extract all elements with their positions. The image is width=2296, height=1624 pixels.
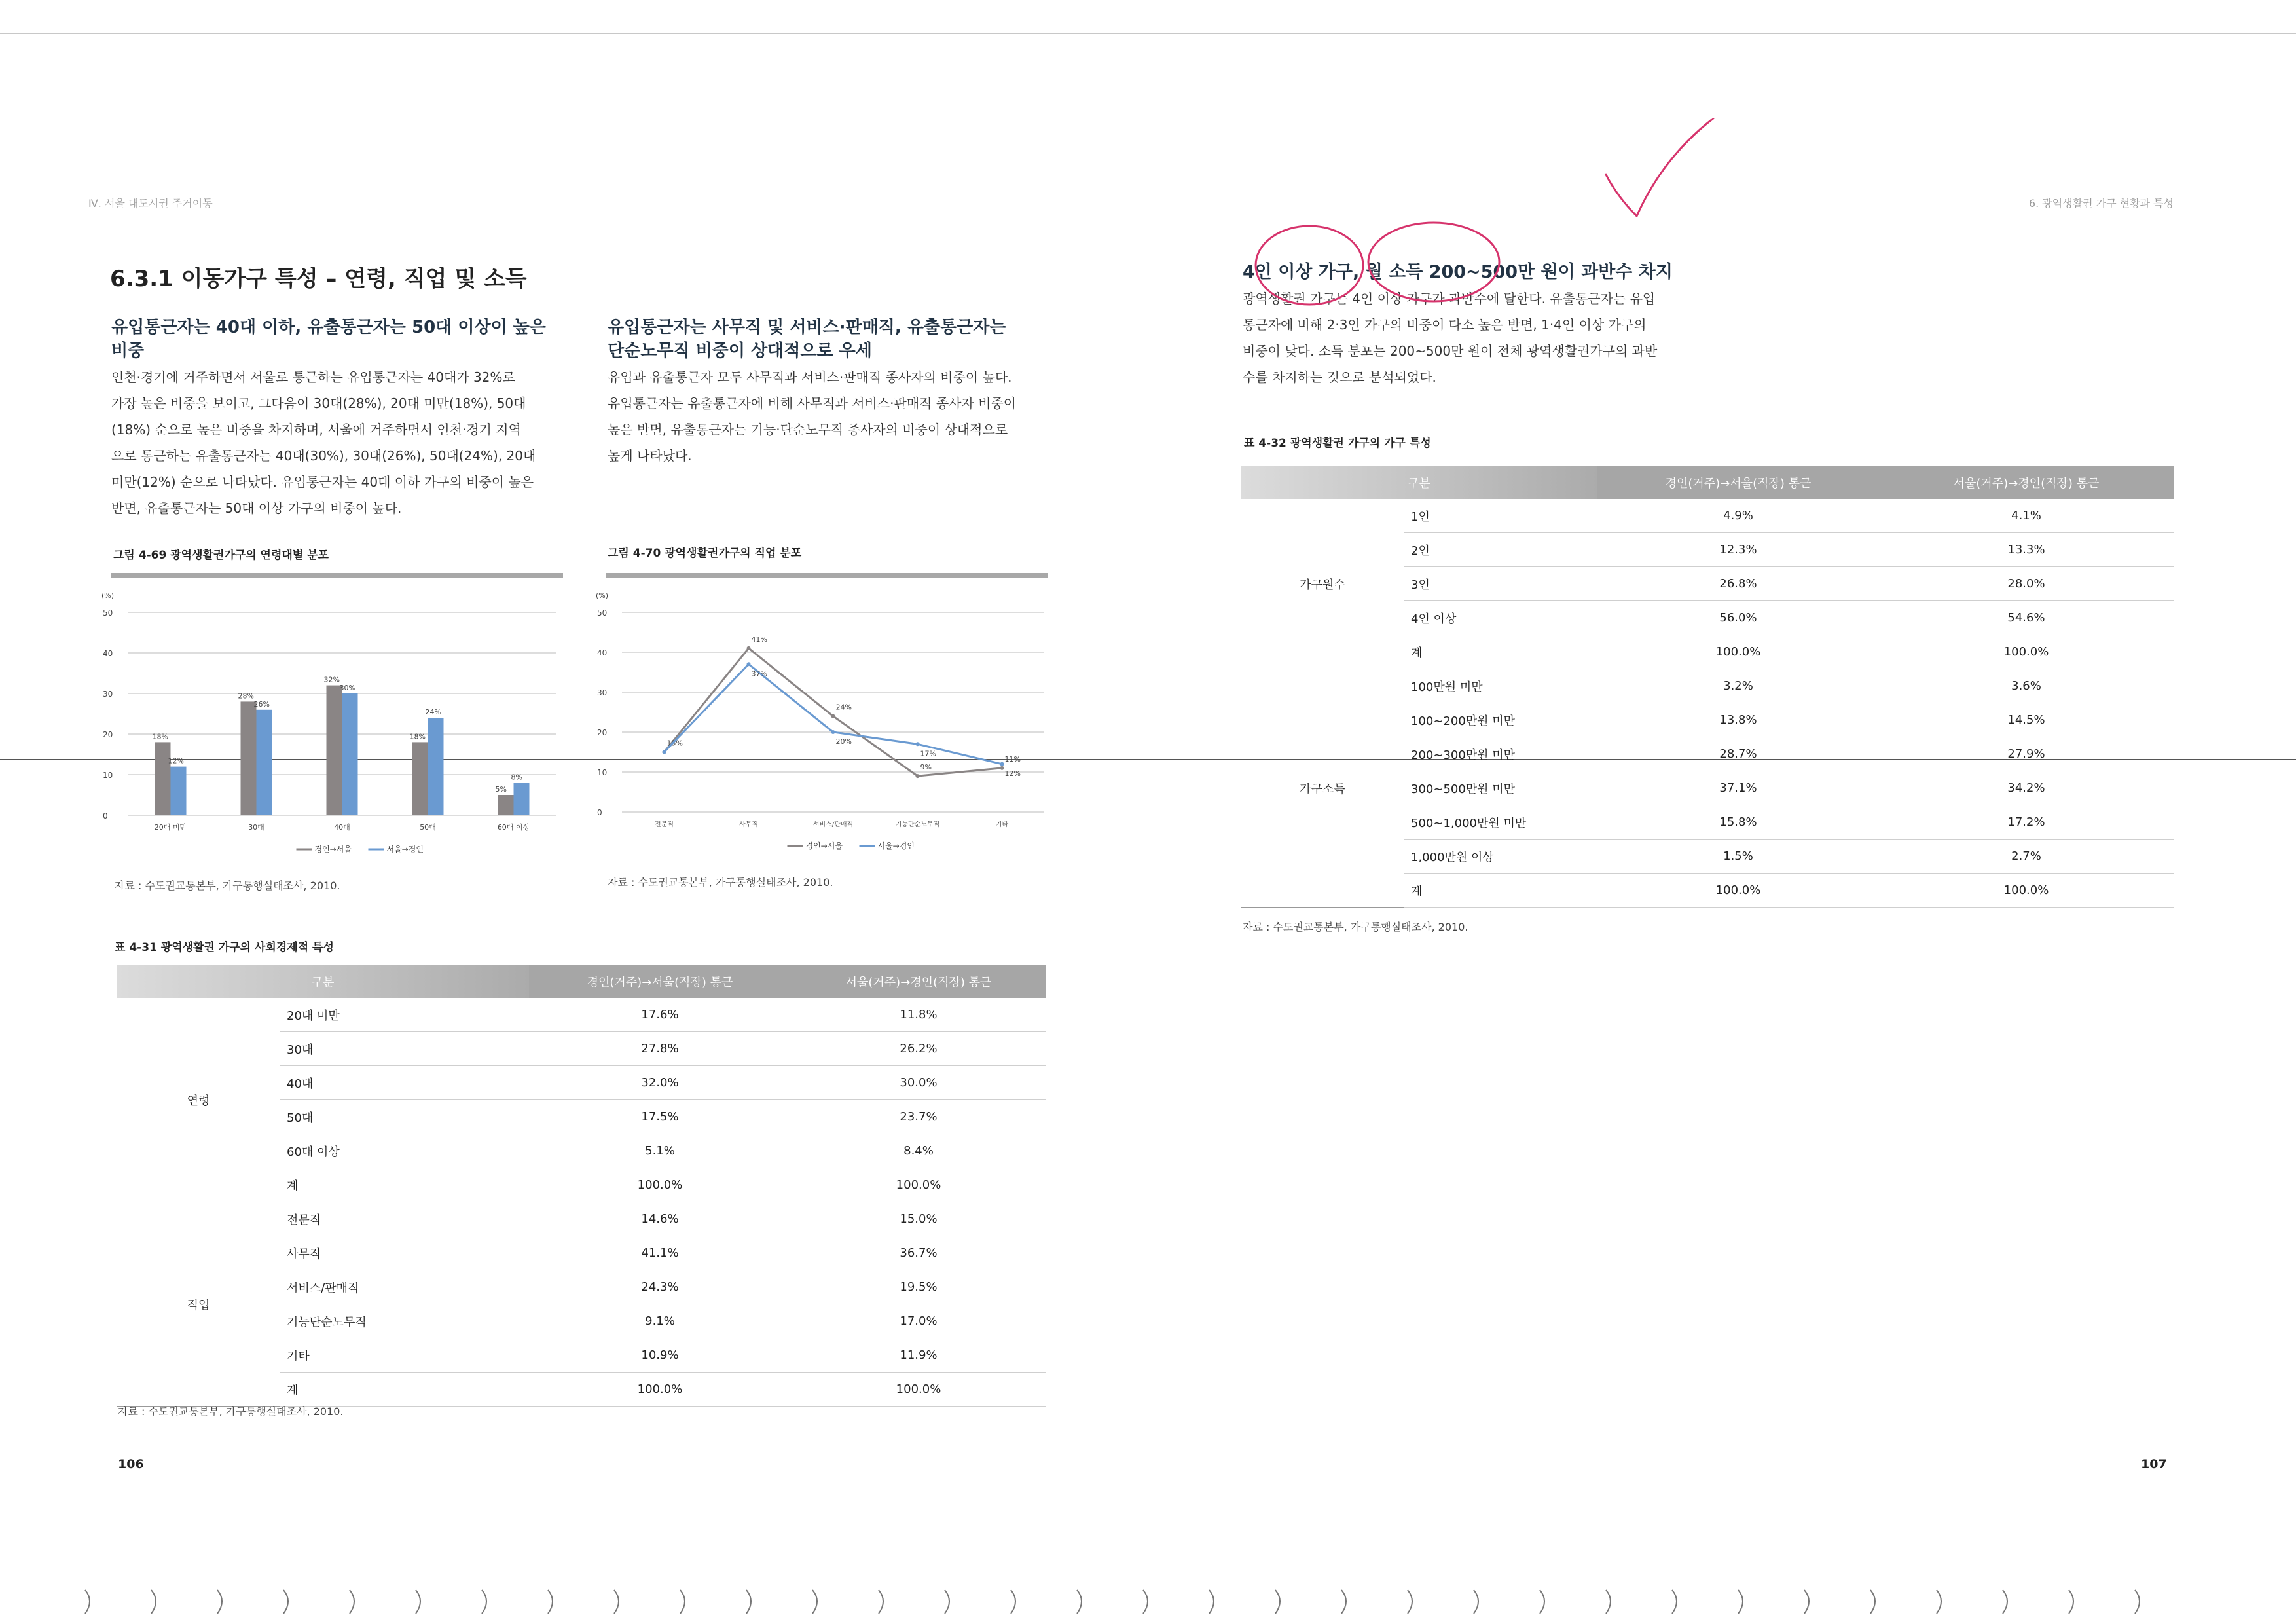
data-label: 8% (511, 773, 522, 782)
table-31 (117, 965, 1046, 1407)
bar-out (171, 767, 187, 815)
row-label: 40대 (280, 1066, 529, 1100)
binding-ring (217, 1590, 222, 1614)
figure-70-caption: 그림 4-70 광역생활권가구의 직업 분포 (608, 547, 802, 560)
y-tick-label: 40 (597, 648, 608, 657)
text-line: 반면, 유출통근자는 50대 이상 가구의 비중이 높다. (111, 500, 402, 516)
text-line: 높게 나타났다. (608, 448, 692, 464)
value-cell: 13.3% (1879, 533, 2174, 567)
row-label: 100만원 미만 (1404, 669, 1597, 703)
data-point (831, 714, 835, 718)
bar-in (155, 742, 171, 815)
value-cell: 56.0% (1597, 601, 1879, 635)
value-cell: 32.0% (529, 1066, 791, 1100)
header-cell: 구분 (1241, 466, 1597, 499)
value-cell: 17.0% (791, 1304, 1046, 1338)
binding-ring (1738, 1590, 1743, 1614)
binding-ring (350, 1590, 354, 1614)
value-cell: 14.5% (1879, 703, 2174, 737)
occupation-line-chart (592, 586, 1057, 861)
row-label: 1,000만원 이상 (1404, 840, 1597, 874)
row-label: 계 (280, 1373, 529, 1407)
data-label: 12% (168, 756, 184, 766)
binding-ring (945, 1590, 949, 1614)
bar-in (327, 686, 342, 815)
value-cell: 9.1% (529, 1304, 791, 1338)
value-cell: 28.7% (1597, 737, 1879, 771)
x-tick-label: 기능단순노무직 (895, 821, 940, 828)
left-page-header: Ⅳ. 서울 대도시권 주거이동 (88, 197, 213, 210)
binding-ring (1672, 1590, 1677, 1614)
table-row (117, 1202, 1046, 1236)
data-label: 9% (920, 763, 932, 772)
value-cell: 11.9% (791, 1338, 1046, 1373)
value-cell: 12.3% (1597, 533, 1879, 567)
binding-ring (1937, 1590, 1941, 1614)
data-point (1000, 762, 1004, 766)
text-line: 으로 통근하는 유출통근자는 40대(30%), 30대(26%), 50대(24%), 20대 (111, 448, 536, 464)
table-row (1241, 669, 2174, 703)
text-line: 인천·경기에 거주하면서 서울로 통근하는 유입통근자는 40대가 32%로 (111, 369, 515, 385)
figure-70-source: 자료 : 수도권교통본부, 가구통행실태조사, 2010. (608, 876, 833, 889)
series-line-in (665, 648, 1002, 776)
check-mark-icon (1605, 118, 1714, 216)
data-label: 26% (253, 699, 270, 709)
bar-in (412, 742, 428, 815)
row-label: 30대 (280, 1032, 529, 1066)
binding-ring (812, 1590, 817, 1614)
legend-label: 경인→서울 (314, 845, 352, 854)
binding-ring (1540, 1590, 1544, 1614)
y-axis-unit: (%) (596, 591, 609, 600)
row-label: 300~500만원 미만 (1404, 771, 1597, 805)
binding-ring (416, 1590, 420, 1614)
row-label: 계 (1404, 635, 1597, 669)
value-cell: 100.0% (1597, 635, 1879, 669)
right-heading: 4인 이상 가구, 월 소득 200~500만 원이 과반수 차지 (1243, 262, 1673, 282)
annotation-circle (1256, 226, 1363, 304)
x-tick-label: 60대 이상 (497, 823, 530, 832)
binding-ring (2069, 1590, 2073, 1614)
value-cell: 100.0% (1879, 874, 2174, 908)
row-group-label: 연령 (117, 998, 280, 1202)
data-label: 24% (835, 703, 852, 712)
figure-70-rule (606, 573, 1048, 578)
bar-out (428, 718, 444, 815)
table-32-source: 자료 : 수도권교통본부, 가구통행실태조사, 2010. (1243, 921, 1468, 933)
value-cell: 30.0% (791, 1066, 1046, 1100)
binding-ring (1804, 1590, 1809, 1614)
text-line: 미만(12%) 순으로 나타났다. 유입통근자는 40대 이하 가구의 비중이 높은 (111, 474, 534, 490)
value-cell: 4.9% (1597, 499, 1879, 533)
data-label: 5% (495, 785, 507, 794)
value-cell: 4.1% (1879, 499, 2174, 533)
bar-out (342, 693, 358, 815)
x-tick-label: 30대 (248, 823, 264, 832)
data-point (831, 730, 835, 734)
binding-ring (1474, 1590, 1478, 1614)
row-group-label: 가구원수 (1241, 499, 1404, 669)
pen-annotation (1205, 118, 1728, 314)
x-tick-label: 사무직 (739, 821, 758, 828)
value-cell: 24.3% (529, 1270, 791, 1304)
value-cell: 37.1% (1597, 771, 1879, 805)
annotation-circle (1368, 223, 1499, 301)
row-label: 20대 미만 (280, 998, 529, 1032)
y-axis-unit: (%) (101, 591, 115, 600)
binding-ring (1275, 1590, 1280, 1614)
value-cell: 17.2% (1879, 805, 2174, 840)
row-label: 1인 (1404, 499, 1597, 533)
column-1-body (111, 364, 563, 521)
binding-ring (482, 1590, 486, 1614)
figure-69-rule (111, 573, 563, 578)
y-tick-label: 0 (597, 808, 602, 817)
table-31-source: 자료 : 수도권교통본부, 가구통행실태조사, 2010. (118, 1405, 344, 1418)
y-tick-label: 30 (597, 688, 608, 697)
value-cell: 28.0% (1879, 567, 2174, 601)
header-cell: 서울(거주)→경인(직장) 통근 (1879, 466, 2174, 499)
value-cell: 3.2% (1597, 669, 1879, 703)
bar-in (241, 701, 257, 815)
row-label: 기타 (280, 1338, 529, 1373)
table-32-grid (1241, 466, 2174, 908)
value-cell: 5.1% (529, 1134, 791, 1168)
figure-69-source: 자료 : 수도권교통본부, 가구통행실태조사, 2010. (115, 879, 340, 892)
data-point (747, 646, 751, 650)
data-label: 41% (751, 635, 767, 644)
y-tick-label: 50 (597, 608, 608, 618)
column-2-heading-line: 단순노무직 비중이 상대적으로 우세 (608, 341, 872, 361)
x-tick-label: 20대 미만 (154, 823, 187, 832)
column-2-body (608, 364, 1053, 469)
header-cell: 경인(거주)→서울(직장) 통근 (1597, 466, 1879, 499)
value-cell: 54.6% (1879, 601, 2174, 635)
table-31-grid (117, 965, 1046, 1407)
value-cell: 14.6% (529, 1202, 791, 1236)
value-cell: 100.0% (791, 1373, 1046, 1407)
figure-69-caption: 그림 4-69 광역생활권가구의 연령대별 분포 (113, 549, 329, 562)
binding-ring (1408, 1590, 1412, 1614)
table-32-caption: 표 4-32 광역생활권 가구의 가구 특성 (1244, 437, 1431, 450)
binding-ring (1143, 1590, 1148, 1614)
value-cell: 3.6% (1879, 669, 2174, 703)
value-cell: 27.8% (529, 1032, 791, 1066)
data-point (663, 750, 666, 754)
value-cell: 100.0% (529, 1168, 791, 1202)
value-cell: 23.7% (791, 1100, 1046, 1134)
spiral-binding (0, 1585, 2296, 1617)
value-cell: 1.5% (1597, 840, 1879, 874)
text-line: (18%) 순으로 높은 비중을 차지하며, 서울에 거주하면서 인천·경기 지역 (111, 422, 521, 437)
legend-label: 서울→경인 (386, 845, 424, 854)
binding-ring (2003, 1590, 2007, 1614)
bar-out (257, 710, 272, 815)
header-cell: 구분 (117, 965, 529, 998)
binding-ring (1209, 1590, 1214, 1614)
value-cell: 19.5% (791, 1270, 1046, 1304)
right-page-header: 6. 광역생활권 가구 현황과 특성 (2028, 197, 2174, 210)
value-cell: 15.8% (1597, 805, 1879, 840)
text-line: 가장 높은 비중을 보이고, 그다음이 30대(28%), 20대 미만(18%), 50대 (111, 396, 526, 411)
row-label: 50대 (280, 1100, 529, 1134)
column-1 (111, 316, 563, 521)
y-tick-label: 20 (103, 730, 113, 739)
binding-ring (2135, 1590, 2140, 1614)
binding-ring (548, 1590, 553, 1614)
legend-label: 서울→경인 (877, 841, 915, 851)
value-cell: 17.6% (529, 998, 791, 1032)
value-cell: 11.8% (791, 998, 1046, 1032)
table-row (117, 998, 1046, 1032)
value-cell: 100.0% (1597, 874, 1879, 908)
value-cell: 100.0% (791, 1168, 1046, 1202)
x-tick-label: 전문직 (655, 821, 674, 828)
value-cell: 27.9% (1879, 737, 2174, 771)
y-tick-label: 50 (103, 608, 113, 618)
data-label: 30% (339, 684, 355, 692)
text-line: 광역생활권 가구는 4인 이상 가구가 과반수에 달한다. 유출통근자는 유입 (1243, 291, 1656, 306)
row-label: 4인 이상 (1404, 601, 1597, 635)
row-label: 사무직 (280, 1236, 529, 1270)
series-line-out (665, 664, 1002, 764)
binding-ring (614, 1590, 619, 1614)
text-line: 유입통근자는 유출통근자에 비해 사무직과 서비스·판매직 종사자 비중이 (608, 396, 1017, 411)
row-label: 서비스/판매직 (280, 1270, 529, 1304)
binding-ring (151, 1590, 156, 1614)
table-32 (1241, 466, 2174, 908)
binding-ring (1077, 1590, 1082, 1614)
page-number-right: 107 (2141, 1457, 2167, 1471)
y-tick-label: 40 (103, 649, 113, 658)
row-label: 3인 (1404, 567, 1597, 601)
y-tick-label: 20 (597, 728, 608, 737)
row-group-label: 직업 (117, 1202, 280, 1407)
data-point (916, 742, 920, 746)
binding-ring (879, 1590, 883, 1614)
data-label: 18% (409, 732, 426, 741)
value-cell: 13.8% (1597, 703, 1879, 737)
table-row (1241, 499, 2174, 533)
row-label: 기능단순노무직 (280, 1304, 529, 1338)
top-rule (0, 33, 2296, 34)
data-label: 17% (920, 749, 936, 758)
binding-ring (1341, 1590, 1346, 1614)
binding-ring (1011, 1590, 1015, 1614)
value-cell: 8.4% (791, 1134, 1046, 1168)
y-tick-label: 10 (103, 771, 113, 780)
row-label: 500~1,000만원 미만 (1404, 805, 1597, 840)
value-cell: 2.7% (1879, 840, 2174, 874)
row-label: 200~300만원 미만 (1404, 737, 1597, 771)
row-label: 전문직 (280, 1202, 529, 1236)
column-2 (608, 316, 1053, 469)
value-cell: 34.2% (1879, 771, 2174, 805)
binding-ring (283, 1590, 288, 1614)
y-tick-label: 0 (103, 811, 108, 821)
header-cell: 서울(거주)→경인(직장) 통근 (791, 965, 1046, 998)
value-cell: 100.0% (1879, 635, 2174, 669)
row-label: 계 (280, 1168, 529, 1202)
bar-in (498, 795, 514, 815)
value-cell: 100.0% (529, 1373, 791, 1407)
binding-ring (85, 1590, 90, 1614)
value-cell: 10.9% (529, 1338, 791, 1373)
y-tick-label: 10 (597, 768, 608, 777)
column-1-heading: 유입통근자는 40대 이하, 유출통근자는 50대 이상이 높은 비중 (111, 318, 546, 361)
data-label: 37% (751, 669, 767, 678)
value-cell: 26.2% (791, 1032, 1046, 1066)
value-cell: 15.0% (791, 1202, 1046, 1236)
data-point (916, 774, 920, 778)
text-line: 높은 반면, 유출통근자는 기능·단순노무직 종사자의 비중이 상대적으로 (608, 422, 1008, 437)
binding-ring (1606, 1590, 1611, 1614)
column-2-heading-line: 유입통근자는 사무직 및 서비스·판매직, 유출통근자는 (608, 318, 1006, 337)
x-tick-label: 40대 (334, 823, 350, 832)
value-cell: 36.7% (791, 1236, 1046, 1270)
data-label: 20% (835, 737, 852, 746)
table-31-caption: 표 4-31 광역생활권 가구의 사회경제적 특성 (115, 941, 334, 954)
data-point (1000, 766, 1004, 770)
text-line: 유입과 유출통근자 모두 사무직과 서비스·판매직 종사자의 비중이 높다. (608, 369, 1012, 385)
age-bar-chart (98, 586, 570, 861)
text-line: 비중이 낮다. 소득 분포는 200~500만 원이 전체 광역생활권가구의 과반 (1243, 343, 1658, 359)
x-tick-label: 50대 (420, 823, 436, 832)
data-label: 15% (666, 739, 683, 748)
binding-ring (746, 1590, 751, 1614)
x-tick-label: 기타 (995, 821, 1009, 828)
data-label: 32% (323, 675, 340, 684)
page-number-left: 106 (118, 1457, 144, 1471)
text-line: 통근자에 비해 2·3인 가구의 비중이 다소 높은 반면, 1·4인 이상 가구의 (1243, 317, 1647, 333)
value-cell: 26.8% (1597, 567, 1879, 601)
row-label: 계 (1404, 874, 1597, 908)
legend-label: 경인→서울 (805, 841, 843, 851)
binding-ring (680, 1590, 685, 1614)
data-label: 24% (425, 708, 441, 717)
y-tick-label: 30 (103, 690, 113, 699)
data-label: 11% (1004, 754, 1021, 764)
value-cell: 41.1% (529, 1236, 791, 1270)
bar-out (514, 783, 530, 815)
data-label: 28% (238, 692, 254, 701)
value-cell: 17.5% (529, 1100, 791, 1134)
data-label: 12% (1004, 769, 1021, 778)
section-title: 6.3.1 이동가구 특성 – 연령, 직업 및 소득 (110, 266, 527, 292)
row-label: 2인 (1404, 533, 1597, 567)
row-label: 60대 이상 (280, 1134, 529, 1168)
text-line: 수를 차지하는 것으로 분석되었다. (1243, 369, 1436, 385)
x-tick-label: 서비스/판매직 (812, 821, 854, 828)
header-cell: 경인(거주)→서울(직장) 통근 (529, 965, 791, 998)
row-group-label: 가구소득 (1241, 669, 1404, 908)
binding-ring (1870, 1590, 1875, 1614)
row-label: 100~200만원 미만 (1404, 703, 1597, 737)
data-point (747, 662, 751, 666)
data-label: 18% (152, 732, 168, 741)
